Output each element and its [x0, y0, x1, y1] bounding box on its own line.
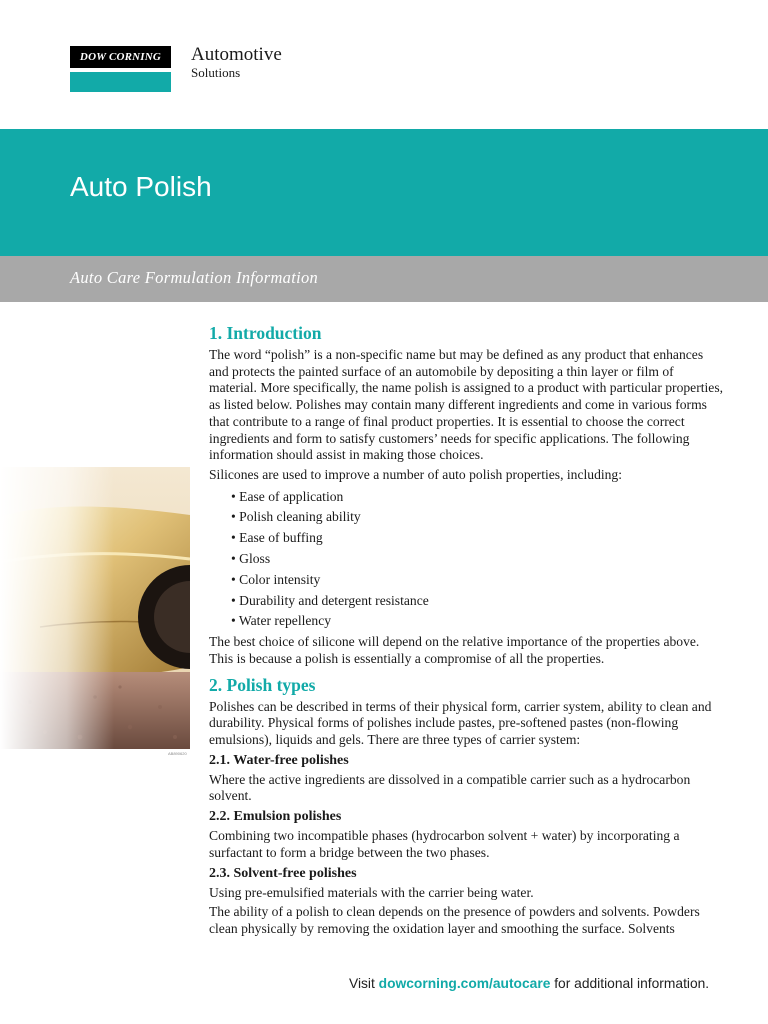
dow-corning-logo	[70, 46, 171, 94]
footer-note	[349, 976, 709, 991]
list-item: • Durability and detergent resistance	[231, 592, 429, 608]
car-photo	[0, 467, 190, 749]
intro-paragraph-3: The best choice of silicone will depend on the relative importance of the properties above. This is because a polish is essentially a compromise of all the properties.	[209, 634, 700, 666]
footer-suffix: for additional information.	[550, 976, 710, 991]
subtitle-band	[0, 256, 768, 302]
subsection-heading-water-free: 2.1. Water-free polishes	[209, 752, 349, 768]
subsection-heading-emulsion: 2.2. Emulsion polishes	[209, 809, 342, 825]
list-item: • Ease of buffing	[231, 530, 323, 546]
intro-paragraph-2: Silicones are used to improve a number of auto polish properties, including:	[209, 466, 623, 482]
footer-link[interactable]: dowcorning.com/autocare	[378, 976, 551, 991]
logo-wordmark: DOW CORNING	[70, 46, 171, 68]
section-heading-polish-types: 2. Polish types	[209, 674, 316, 695]
section-heading-introduction: 1. Introduction	[209, 323, 322, 343]
footer-prefix: Visit	[349, 976, 379, 991]
title-banner	[0, 129, 768, 256]
list-item: • Water repellency	[231, 613, 332, 629]
list-item: • Gloss	[231, 551, 271, 567]
subsection-text-water-free: Where the active ingredients are dissolved in a compatible carrier such as a hydrocarbon solvent.	[209, 771, 691, 804]
list-item: • Ease of application	[231, 488, 344, 504]
page-title: Auto Polish	[70, 171, 212, 202]
types-paragraph-last: The ability of a polish to clean depends on the presence of powders and solvents. Powders clean physically by removing the oxidation layer and smoothing the surface. Solvents	[209, 904, 700, 936]
types-paragraph-1: Polishes can be described in terms of their physical form, carrier system, ability to clean and durability. Physical forms of polishes include pastes, pre-softened pastes (non-flowing emulsions), liquids and gels. There are three types of carrier system:	[209, 698, 712, 748]
subsection-text-emulsion: Combining two incompatible phases (hydrocarbon solvent + water) by incorporating a surfactant to form a bridge between the two phases.	[209, 828, 680, 860]
subsection-heading-solvent-free: 2.3. Solvent-free polishes	[209, 865, 357, 881]
page-subtitle: Auto Care Formulation Information	[70, 268, 319, 287]
brand-block	[191, 44, 282, 81]
intro-paragraph-1: The word “polish” is a non-specific name but may be defined as any product that enhances and protects the painted surface of an automobile by depositing a thin layer or film of material. More specifically, the name polish is assigned to a product with particular properties, as listed below. Polishes may contain many different ingredients and come in various forms that contribute to a range of final product properties. It is essential to choose the correct ingredients and form to satisfy customers’ needs for specific applications. The following information should assist in making those choices.	[209, 347, 724, 463]
list-item: • Color intensity	[231, 571, 321, 587]
brand-subtitle: Solutions	[191, 65, 241, 80]
brand-title: Automotive	[191, 44, 282, 65]
properties-list	[231, 487, 724, 633]
photo-code: AB890620	[168, 751, 187, 756]
logo-teal-bar	[70, 72, 171, 92]
list-item: • Polish cleaning ability	[231, 509, 361, 525]
subsection-text-solvent-free: Using pre-emulsified materials with the carrier being water.	[209, 884, 534, 900]
main-content	[209, 322, 724, 941]
